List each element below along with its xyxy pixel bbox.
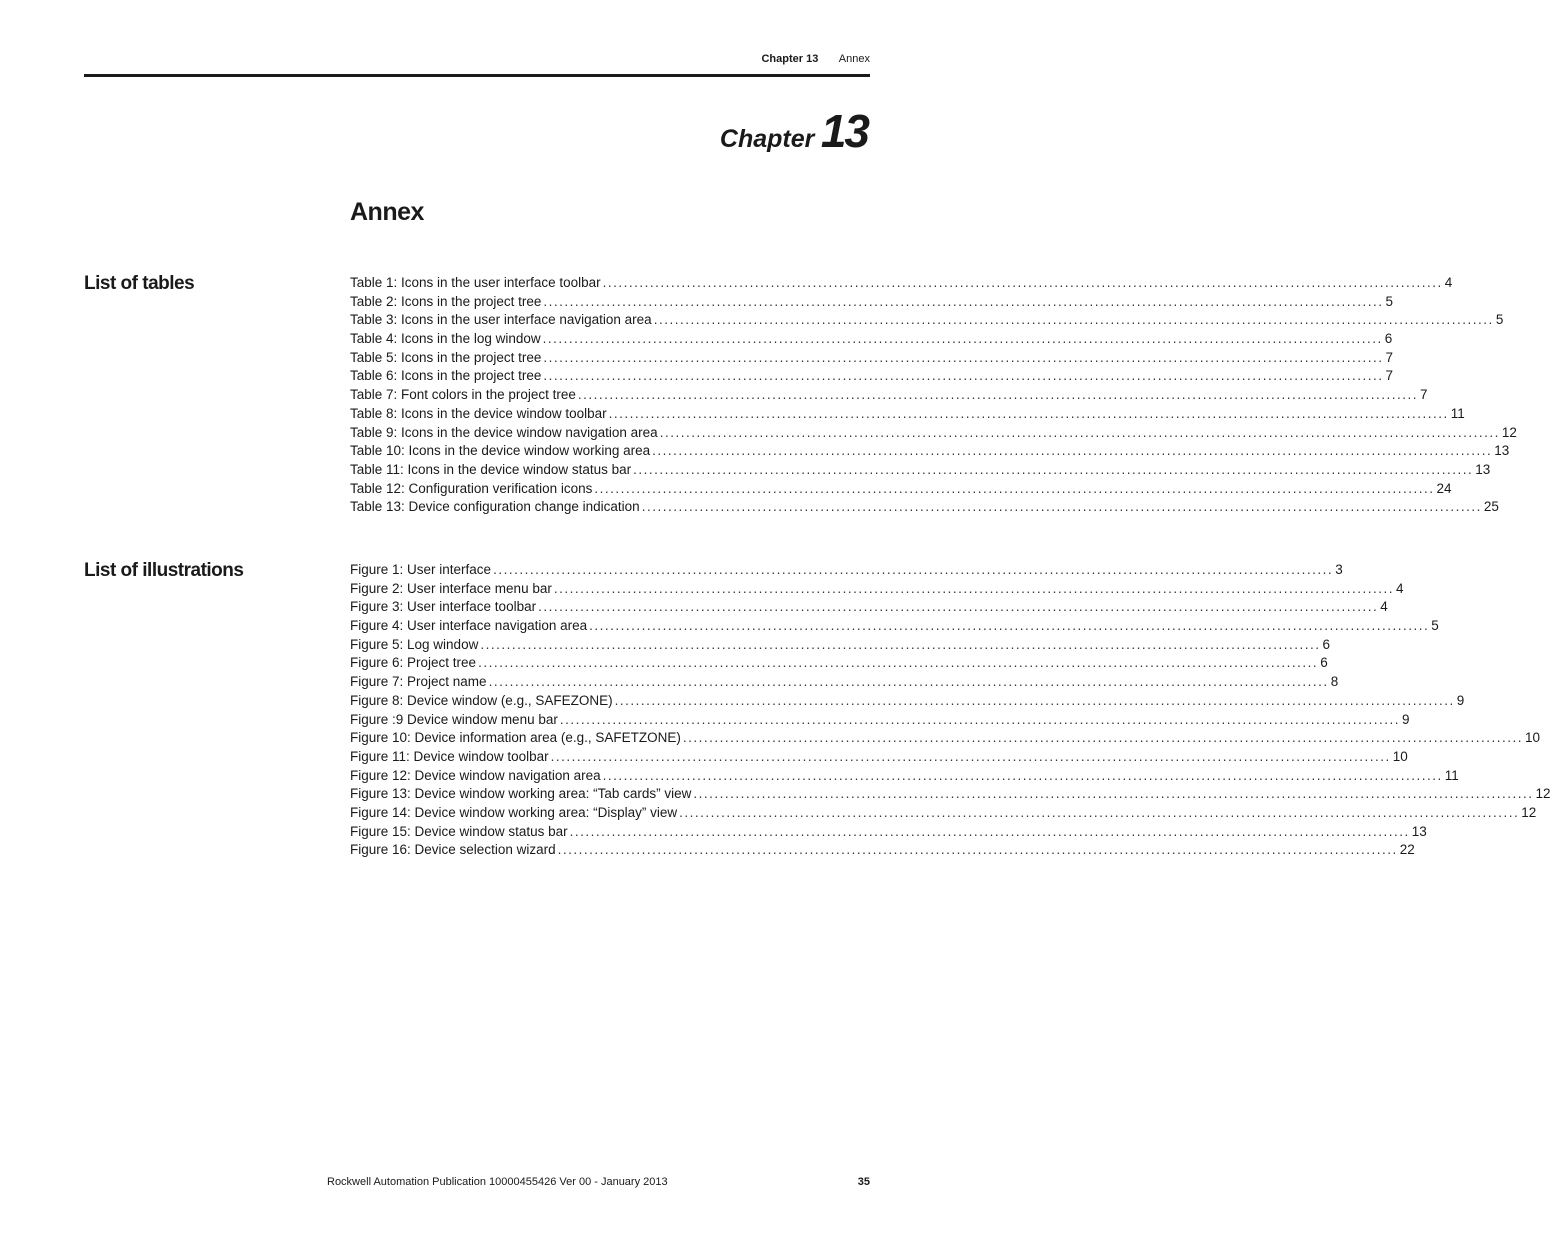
- toc-entry-label: Figure 1: User interface: [350, 562, 492, 577]
- toc-entry[interactable]: [350, 331, 1393, 350]
- toc-entry-page: 25: [1483, 499, 1499, 515]
- toc-entry-label: Figure 3: User interface toolbar: [350, 599, 537, 615]
- toc-entry[interactable]: [350, 580, 1404, 600]
- toc-entry[interactable]: [350, 655, 1328, 674]
- toc-entry-label: Table 13: Device configuration change indication: [350, 499, 640, 515]
- toc-entry-page: 8: [1330, 674, 1339, 690]
- toc-leader-dots: ................................................................................................................................................................: [659, 424, 1500, 440]
- toc-entry[interactable]: [350, 842, 1415, 861]
- toc-entry-label: Figure 13: Device window working area: “Tab cards” view: [350, 786, 692, 802]
- toc-entry-page: 13: [1411, 823, 1427, 839]
- toc-entry[interactable]: [350, 674, 1339, 693]
- toc-entry[interactable]: [350, 387, 1428, 406]
- toc-entry-page: 13: [1475, 461, 1491, 477]
- toc-entry-page: 5: [1431, 618, 1439, 634]
- toc-entry-page: 6: [1320, 655, 1328, 671]
- toc-entry-label: Table 9: Icons in the device window navigation area: [350, 424, 658, 440]
- toc-entry-page: 12: [1535, 786, 1551, 802]
- toc-entry[interactable]: [350, 636, 1330, 656]
- page-title: Annex: [350, 198, 424, 226]
- toc-leader-dots: ................................................................................................................................................................: [652, 443, 1493, 459]
- toc-entry-page: 12: [1521, 804, 1537, 820]
- toc-entry[interactable]: [350, 618, 1439, 637]
- toc-entry-label: Figure 4: User interface navigation area: [350, 618, 588, 634]
- toc-leader-dots: ................................................................................................................................................................: [693, 786, 1534, 802]
- toc-entry-page: 22: [1399, 842, 1415, 858]
- toc-entry-page: 7: [1420, 387, 1428, 403]
- toc-entry-page: 4: [1444, 275, 1453, 290]
- toc-leader-dots: ................................................................................................................................................................: [553, 580, 1394, 596]
- toc-entry-label: Figure 10: Device information area (e.g., SAFETZONE): [350, 730, 681, 746]
- footer-page-number: 35: [857, 1176, 870, 1188]
- footer-publication: Rockwell Automation Publication 10000455426 Ver 00 - January 2013: [327, 1176, 668, 1188]
- toc-leader-dots: ................................................................................................................................................................: [682, 730, 1523, 746]
- toc-leader-dots: ................................................................................................................................................................: [543, 349, 1384, 365]
- list-of-tables-heading: List of tables: [84, 273, 195, 294]
- toc-entry-page: 24: [1436, 480, 1452, 496]
- toc-entry[interactable]: [350, 275, 1453, 294]
- toc-entry[interactable]: [350, 405, 1465, 425]
- toc-entry-page: 4: [1395, 580, 1404, 596]
- toc-leader-dots: ................................................................................................................................................................: [602, 767, 1443, 783]
- toc-entry-page: 12: [1501, 424, 1517, 440]
- toc-entry-page: 13: [1494, 443, 1510, 459]
- toc-entry-label: Figure 15: Device window status bar: [350, 823, 568, 839]
- chapter-word: Chapter: [719, 125, 815, 153]
- toc-entry-page: 11: [1444, 767, 1459, 783]
- toc-entry-label: Table 5: Icons in the project tree: [350, 349, 542, 365]
- toc-entry[interactable]: [350, 293, 1394, 313]
- toc-leader-dots: ................................................................................................................................................................: [559, 711, 1400, 727]
- toc-entry-page: 7: [1385, 368, 1394, 384]
- toc-entry[interactable]: [350, 823, 1427, 843]
- header-rule: [84, 74, 870, 77]
- chapter-heading: [720, 104, 868, 158]
- toc-entry-label: Figure 7: Project name: [350, 674, 487, 690]
- list-of-tables: [350, 275, 1517, 518]
- toc-leader-dots: ................................................................................................................................................................: [493, 562, 1334, 577]
- chapter-number: 13: [820, 105, 868, 157]
- toc-entry[interactable]: [350, 730, 1541, 749]
- toc-entry-label: Figure 8: Device window (e.g., SAFEZONE): [350, 692, 613, 708]
- toc-entry-label: Table 6: Icons in the project tree: [350, 368, 542, 384]
- toc-entry[interactable]: [350, 368, 1394, 387]
- header-section-label: Annex: [838, 53, 870, 65]
- toc-entry-page: 10: [1392, 748, 1408, 764]
- toc-leader-dots: ................................................................................................................................................................: [542, 331, 1383, 347]
- toc-entry-label: Table 2: Icons in the project tree: [350, 293, 542, 309]
- toc-leader-dots: ................................................................................................................................................................: [641, 499, 1482, 515]
- toc-leader-dots: ................................................................................................................................................................: [557, 842, 1398, 858]
- toc-entry-label: Table 11: Icons in the device window status bar: [350, 461, 632, 477]
- toc-entry-label: Figure 2: User interface menu bar: [350, 580, 552, 596]
- toc-leader-dots: ................................................................................................................................................................: [679, 804, 1520, 820]
- toc-leader-dots: ................................................................................................................................................................: [478, 655, 1319, 671]
- toc-entry-label: Figure 11: Device window toolbar: [350, 748, 549, 764]
- toc-entry[interactable]: [350, 461, 1491, 481]
- toc-leader-dots: ................................................................................................................................................................: [569, 823, 1410, 839]
- toc-entry-label: Figure 14: Device window working area: “Display” view: [350, 804, 678, 820]
- toc-entry[interactable]: [350, 480, 1452, 500]
- toc-entry[interactable]: [350, 804, 1537, 824]
- toc-entry-label: Figure :9 Device window menu bar: [350, 711, 558, 727]
- toc-entry-label: Figure 12: Device window navigation area: [350, 767, 601, 783]
- toc-entry-label: Table 7: Font colors in the project tree: [350, 387, 576, 403]
- toc-entry[interactable]: [350, 349, 1394, 369]
- toc-leader-dots: ................................................................................................................................................................: [614, 692, 1455, 708]
- toc-leader-dots: ................................................................................................................................................................: [543, 368, 1384, 384]
- list-of-illustrations-heading: List of illustrations: [84, 560, 244, 581]
- toc-entry[interactable]: [350, 443, 1510, 462]
- toc-leader-dots: ................................................................................................................................................................: [488, 674, 1329, 690]
- toc-leader-dots: ................................................................................................................................................................: [538, 599, 1379, 615]
- toc-entry-page: 7: [1385, 349, 1394, 365]
- toc-entry-page: 6: [1322, 636, 1330, 652]
- list-of-illustrations: [350, 562, 1551, 861]
- toc-entry[interactable]: [350, 499, 1499, 518]
- toc-entry-page: 5: [1495, 312, 1504, 328]
- header-chapter-label: Chapter 13: [761, 53, 819, 65]
- toc-leader-dots: ................................................................................................................................................................: [633, 461, 1474, 477]
- toc-entry-label: Table 4: Icons in the log window: [350, 331, 541, 347]
- toc-entry-label: Figure 16: Device selection wizard: [350, 842, 556, 858]
- toc-leader-dots: ................................................................................................................................................................: [602, 275, 1443, 290]
- toc-entry-label: Table 8: Icons in the device window toolbar: [350, 405, 607, 421]
- toc-entry[interactable]: [350, 312, 1504, 331]
- toc-entry-label: Table 3: Icons in the user interface navigation area: [350, 312, 652, 328]
- toc-entry[interactable]: [350, 711, 1410, 731]
- toc-entry-page: 10: [1525, 730, 1541, 746]
- toc-entry-label: Figure 6: Project tree: [350, 655, 477, 671]
- toc-entry[interactable]: [350, 562, 1343, 581]
- toc-leader-dots: ................................................................................................................................................................: [550, 748, 1391, 764]
- toc-entry-label: Table 1: Icons in the user interface toolbar: [350, 275, 601, 290]
- toc-entry-label: Table 10: Icons in the device window working area: [350, 443, 651, 459]
- toc-entry[interactable]: [350, 786, 1551, 805]
- toc-entry[interactable]: [350, 599, 1388, 618]
- toc-leader-dots: ................................................................................................................................................................: [480, 636, 1321, 652]
- toc-entry-page: 5: [1385, 293, 1394, 309]
- running-header: [761, 53, 870, 65]
- toc-entry-page: 4: [1380, 599, 1388, 615]
- toc-entry[interactable]: [350, 692, 1465, 712]
- toc-entry-label: Figure 5: Log window: [350, 636, 479, 652]
- toc-entry-label: Table 12: Configuration verification icons: [350, 480, 593, 496]
- toc-entry-page: 6: [1384, 331, 1393, 347]
- toc-entry-page: 9: [1401, 711, 1410, 727]
- toc-entry[interactable]: [350, 748, 1408, 768]
- toc-entry[interactable]: [350, 767, 1459, 787]
- toc-leader-dots: ................................................................................................................................................................: [608, 405, 1449, 421]
- toc-entry-page: 9: [1456, 692, 1465, 708]
- toc-leader-dots: ................................................................................................................................................................: [543, 293, 1384, 309]
- toc-entry-page: 11: [1450, 405, 1465, 421]
- toc-leader-dots: ................................................................................................................................................................: [577, 387, 1418, 403]
- toc-entry[interactable]: [350, 424, 1517, 444]
- toc-entry-page: 3: [1335, 562, 1343, 577]
- toc-leader-dots: ................................................................................................................................................................: [589, 618, 1430, 634]
- toc-leader-dots: ................................................................................................................................................................: [653, 312, 1494, 328]
- toc-leader-dots: ................................................................................................................................................................: [594, 480, 1435, 496]
